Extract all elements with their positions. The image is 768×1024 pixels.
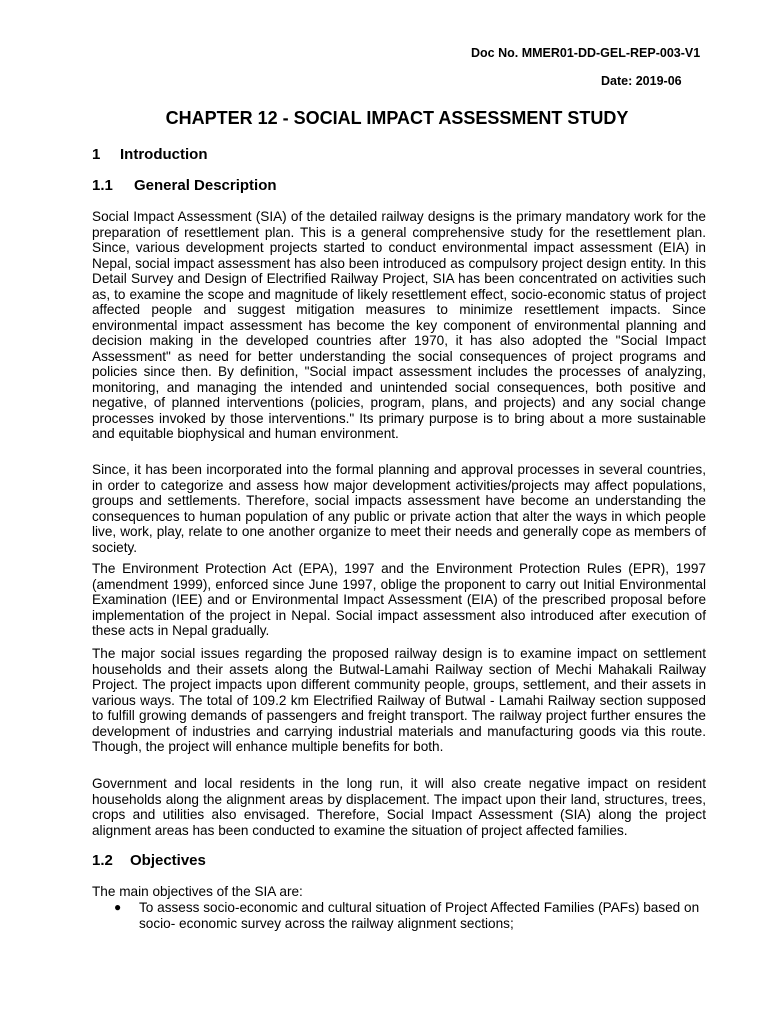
paragraph-2 bbox=[92, 462, 706, 555]
section-title: Objectives bbox=[130, 852, 206, 869]
section-number: 1.1 bbox=[92, 177, 113, 194]
section-heading-introduction bbox=[92, 146, 207, 164]
chapter-title: CHAPTER 12 - SOCIAL IMPACT ASSESSMENT STUDY bbox=[165, 108, 629, 128]
doc-number: Doc No. MMER01-DD-GEL-REP-003-V1 bbox=[471, 46, 701, 60]
list-item bbox=[92, 900, 706, 931]
paragraph-text: Since, it has been incorporated into the formal planning and approval processes in several countries, in order to categorize and assess how major development activities/projects may affect populations, groups and settlements. Therefore, social impacts assessment have become an understanding the consequences to human population of any public or private action that alter the ways in which people live, work, play, relate to one another organize to meet their needs and generally cope as members of society. bbox=[92, 462, 706, 555]
doc-date: Date: 2019-06 bbox=[601, 74, 682, 88]
objectives-lead: The main objectives of the SIA are: bbox=[92, 884, 303, 899]
section-number: 1.2 bbox=[92, 852, 113, 869]
paragraph-text: The Environment Protection Act (EPA), 1997 and the Environment Protection Rules (EPR), 1997 (amendment 1999), enforced since June 1997, oblige the proponent to carry out Initial Environmental Examination (IEE) and or Environmental Impact Assessment (EIA) of the prescribed proposal before implementation of the project in Nepal. Social impact assessment also introduced after execution of these acts in Nepal gradually. bbox=[92, 561, 706, 638]
paragraph-1 bbox=[92, 209, 706, 442]
paragraph-text: The major social issues regarding the proposed railway design is to examine impact on settlement households and their assets along the Butwal-Lamahi Railway section of Mechi Mahakali Railway Project. The project impacts upon different community people, groups, settlement, and their assets in various ways. The total of 109.2 km Electrified Railway of Butwal - Lamahi Railway section supposed to fulfill growing demands of passengers and freight transport. The railway project further ensures the development of industries and carrying industrial materials and manufacturing goods via this route. Though, the project will enhance multiple benefits for both. bbox=[92, 646, 706, 754]
section-heading-objectives bbox=[92, 852, 206, 870]
objectives-list bbox=[92, 900, 706, 931]
paragraph-text: Social Impact Assessment (SIA) of the detailed railway designs is the primary mandatory work for the preparation of resettlement plan. This is a general comprehensive study for the resettlement plan. Since, various development projects started to conduct environmental impact assessment (EIA) in Nepal, social impact assessment has also been introduced as compulsory project design entity. In this Detail Survey and Design of Electrified Railway Project, SIA has been concentrated on activities such as, to examine the scope and magnitude of likely resettlement effect, socio-economic status of project affected people and suggest mitigation measures to minimize resettlement impacts. Since environmental impact assessment has become the key component of environmental planning and decision making in the developed countries after 1970, it has also adopted the "Social Impact Assessment" as need for better understanding the social consequences of project programs and policies since then. By definition, "Social impact assessment includes the processes of analyzing, monitoring, and managing the intended and unintended social consequences, both positive and negative, of planned interventions (policies, program, plans, and projects) and any social change processes invoked by those interventions." Its primary purpose is to bring about a more sustainable and equitable biophysical and human environment. bbox=[92, 209, 706, 441]
section-heading-general-description bbox=[92, 177, 277, 195]
paragraph-3 bbox=[92, 561, 706, 639]
section-number: 1 bbox=[92, 146, 101, 163]
section-title: General Description bbox=[134, 177, 277, 194]
list-item-text: To assess socio-economic and cultural situation of Project Affected Families (PAFs) based on socio- economic survey across the railway alignment sections; bbox=[139, 900, 700, 931]
bullet-icon: ● bbox=[114, 900, 122, 914]
paragraph-4 bbox=[92, 646, 706, 755]
paragraph-text: Government and local residents in the long run, it will also create negative impact on resident households along the alignment areas by displacement. The impact upon their land, structures, trees, crops and utilities also envisaged. Therefore, Social Impact Assessment (SIA) along the project alignment areas has been conducted to examine the situation of project affected families. bbox=[92, 776, 706, 838]
document-header bbox=[471, 46, 711, 88]
paragraph-5 bbox=[92, 776, 706, 838]
section-title: Introduction bbox=[120, 146, 208, 163]
